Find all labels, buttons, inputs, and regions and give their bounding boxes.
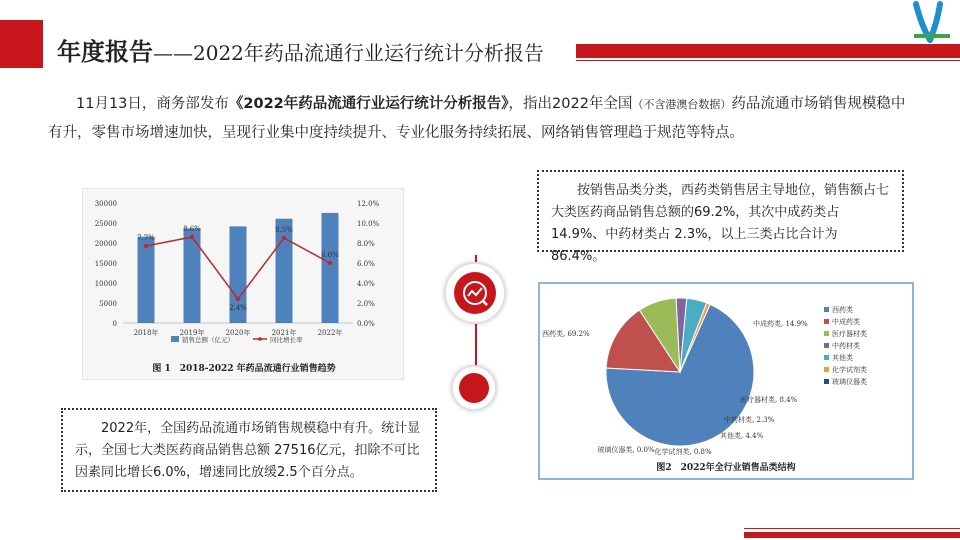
pie-legend-label: 玻璃仪器类 — [832, 378, 867, 386]
growth-rate-label: 2.4% — [229, 304, 247, 312]
pie-legend-swatch — [824, 355, 829, 360]
category-pie-chart-card — [538, 282, 914, 480]
growth-rate-point — [144, 244, 148, 248]
pie-legend-swatch — [824, 331, 829, 336]
title-sub: ——2022年药品流通行业运行统计分析报告 — [153, 41, 544, 65]
pie-legend-swatch — [824, 319, 829, 324]
bar — [184, 228, 201, 323]
pie-legend-swatch — [824, 379, 829, 384]
growth-rate-point — [282, 236, 286, 240]
chart-analysis-icon — [454, 272, 496, 314]
sales-trend-chart — [83, 189, 405, 381]
pie-legend-label: 中成药类 — [832, 318, 860, 326]
analysis-badge — [444, 262, 506, 324]
title-rule — [576, 44, 960, 58]
pie-slice-label: 西药类, 69.2% — [542, 330, 590, 338]
intro-paragraph — [48, 90, 910, 148]
pie-legend-swatch — [824, 343, 829, 348]
growth-rate-point — [190, 235, 194, 239]
x-tick-label: 2018年 — [133, 329, 159, 337]
growth-rate-label: 8.6% — [183, 225, 201, 233]
growth-rate-point — [236, 297, 240, 301]
y-left-tick-label: 25000 — [94, 220, 117, 228]
pie-legend-label: 医疗器材类 — [832, 330, 867, 338]
x-tick-label: 2021年 — [271, 329, 297, 337]
footer-rule-thin — [744, 528, 960, 529]
x-tick-label: 2020年 — [225, 329, 251, 337]
pie-slice-label: 医疗器材类, 8.4% — [740, 396, 798, 404]
connector-dot — [451, 365, 497, 411]
intro-text-3: 药品流通市场销售规模稳中有升，零售市场增速加快，呈现行业集中度持续提升、专业化服务持续拓展、网络销售管理趋于规范等特点。 — [48, 96, 906, 141]
x-tick-label: 2019年 — [179, 329, 205, 337]
y-right-tick-label: 2.0% — [357, 300, 375, 308]
y-left-tick-label: 10000 — [94, 280, 117, 288]
title-rule-thin — [576, 60, 960, 61]
brand-logo-icon — [910, 0, 954, 44]
header-accent-bar — [0, 20, 43, 68]
pie-legend-label: 其他类 — [832, 354, 853, 362]
pie-legend-swatch — [824, 367, 829, 372]
y-left-tick-label: 30000 — [94, 200, 117, 208]
y-right-tick-label: 6.0% — [357, 260, 375, 268]
legend-bar-swatch — [171, 336, 179, 342]
pie-legend-swatch — [824, 307, 829, 312]
y-right-tick-label: 8.0% — [357, 240, 375, 248]
legend-line-label: 同比增长率 — [270, 336, 303, 344]
y-right-tick-label: 4.0% — [357, 280, 375, 288]
sales-trend-chart-card — [82, 188, 404, 380]
growth-rate-label: 6.0% — [321, 251, 339, 259]
bar — [138, 237, 155, 323]
title-main: 年度报告 — [57, 38, 153, 66]
intro-note: （不含港澳台数据） — [632, 98, 732, 111]
x-tick-label: 2022年 — [317, 329, 343, 337]
chart-caption: 图 1 2018-2022 年药品流通行业销售趋势 — [152, 364, 336, 374]
pie-slice-label: 化学试剂类, 0.8% — [654, 448, 712, 456]
bar — [276, 219, 293, 323]
growth-rate-label: 8.5% — [275, 226, 293, 234]
category-note-text: 按销售品类分类，西药类销售居主导地位，销售额占七大类医药商品销售总额的69.2%，其次中成药类占 14.9%、中药材类占 2.3%，以上三类占比合计为 86.4%。 — [551, 183, 890, 264]
page-title — [57, 32, 544, 67]
y-right-tick-label: 10.0% — [357, 220, 380, 228]
pie-legend-label: 西药类 — [832, 306, 853, 314]
growth-rate-point — [328, 261, 332, 265]
y-right-tick-label: 0.0% — [357, 320, 375, 328]
intro-text-1: 11月13日，商务部发布 — [76, 96, 229, 112]
y-left-tick-label: 15000 — [94, 260, 117, 268]
legend-bar-label: 销售总额（亿元） — [182, 336, 234, 344]
pie-legend-label: 中药材类 — [832, 342, 860, 350]
sales-note-text: 2022年，全国药品流通市场销售规模稳中有升。统计显示，全国七大类医药商品销售总额 27516亿元，扣除不可比因素同比增长6.0%，增速同比放缓2.5个百分点。 — [75, 421, 421, 480]
category-pie-chart — [540, 284, 912, 478]
report-name: 《2022年药品流通行业运行统计分析报告》 — [228, 96, 509, 112]
y-left-tick-label: 0 — [112, 320, 117, 328]
pie-caption: 图2 2022年全行业销售品类结构 — [656, 463, 796, 473]
pie-slice-label: 玻璃仪器类, 0.0% — [597, 446, 655, 454]
bar — [322, 213, 339, 323]
category-note-box — [537, 170, 904, 264]
intro-text-2: ，指出2022年全国 — [508, 96, 633, 112]
pie-slice-label: 其他类, 4.4% — [720, 432, 764, 440]
y-left-tick-label: 5000 — [99, 300, 117, 308]
sales-note-box — [61, 408, 437, 492]
y-left-tick-label: 20000 — [94, 240, 117, 248]
y-right-tick-label: 12.0% — [357, 200, 380, 208]
pie-legend-label: 化学试剂类 — [832, 366, 867, 374]
pie-slice-label: 中药材类, 2.3% — [724, 416, 775, 424]
footer-rule — [744, 532, 960, 538]
pie-slice-label: 中成药类, 14.9% — [753, 320, 808, 328]
legend-line-marker — [258, 337, 262, 341]
growth-rate-label: 7.7% — [137, 234, 155, 242]
